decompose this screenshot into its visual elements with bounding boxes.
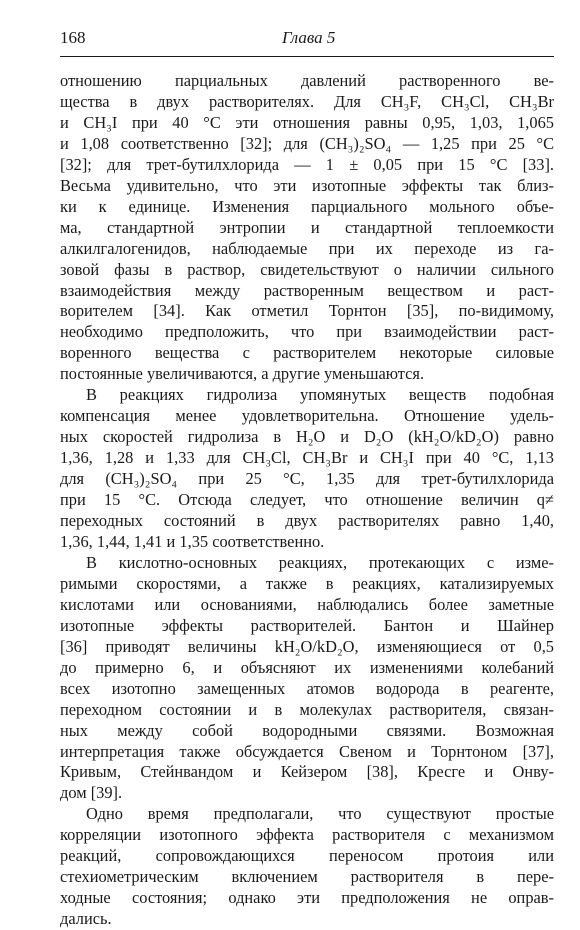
paragraph-4 <box>60 804 554 930</box>
text-line: постоянные увеличиваются, а другие уменьшаются. <box>60 364 425 384</box>
text-line: 1,36, 1,44, 1,41 и 1,35 соответственно. <box>60 531 325 551</box>
page-body <box>60 71 554 930</box>
text-line: Весьма удивительно, что эти изотопные эффекты так близ- <box>60 175 554 195</box>
text-line: необходимо предположить, что при взаимодействии раст- <box>60 322 554 342</box>
text-line: В кислотно-основных реакциях, протекающих с изме- <box>86 552 554 572</box>
text-line: Одно время предполагали, что существуют простые <box>86 804 554 824</box>
text-line: дались. <box>60 909 112 929</box>
text-line: при 15 °C. Отсюда следует, что отношение величин q≠ <box>60 490 554 510</box>
text-line: всех изотопно замещенных атомов водорода в реагенте, <box>60 678 554 698</box>
text-line: алкилгалогенидов, наблюдаемые при их переходе из га- <box>60 238 554 258</box>
text-line: переходных состояний в двух растворителях равно 1,40, <box>60 511 554 531</box>
text-line: дом [39]. <box>60 783 123 803</box>
text-line: для (CH₃)₂SO₄ при 25 °C, 1,35 для трет-бутилхлорида <box>60 469 554 489</box>
text-line: реакций, сопровождающихся переносом протоия или <box>60 846 554 866</box>
text-line: ных скоростей гидролиза в H₂O и D₂O (kH₂O/kD₂O) равно <box>60 427 554 447</box>
text-line: щества в двух растворителях. Для CH₃F, CH₃Cl, CH₃Br <box>60 91 554 111</box>
text-line: до примерно 6, и объясняют их изменениями колебаний <box>60 657 554 677</box>
book-page <box>60 28 554 930</box>
text-line: кислотами или основаниями, наблюдались более заметные <box>60 594 554 614</box>
text-line: изотопные эффекты растворителей. Бантон и Шайнер <box>60 615 554 635</box>
page-header <box>60 28 554 52</box>
text-line: воренного вещества с растворителем некоторые силовые <box>60 343 554 363</box>
text-line: интерпретация также обсуждается Свеном и Торнтоном [37], <box>60 741 554 761</box>
text-line: ходные состояния; однако эти предположения не оправ- <box>60 888 554 908</box>
text-line: и CH₃I при 40 °C эти отношения равны 0,95, 1,03, 1,065 <box>60 112 554 132</box>
paragraph-1 <box>60 71 554 385</box>
text-line: ки к единице. Изменения парциального мольного объе- <box>60 196 554 216</box>
text-line: ных между собой водородными связями. Возможная <box>60 720 554 740</box>
text-line: Кривым, Стейнвандом и Кейзером [38], Кресге и Онву- <box>60 762 554 782</box>
text-line: 1,36, 1,28 и 1,33 для CH₃Cl, CH₃Br и CH₃I при 40 °C, 1,13 <box>60 448 554 468</box>
text-line: стехиометрическим включением растворителя в пере- <box>60 867 554 887</box>
header-rule <box>60 56 554 57</box>
text-line: [32]; для трет-бутилхлорида — 1 ± 0,05 при 15 °C [33]. <box>60 154 554 174</box>
paragraph-2 <box>60 385 554 553</box>
text-line: зовой фазы в раствор, свидетельствуют о наличии сильного <box>60 259 554 279</box>
text-line: корреляции изотопного эффекта растворителя с механизмом <box>60 825 554 845</box>
page-number: 168 <box>60 28 86 47</box>
text-line: В реакциях гидролиза упомянутых веществ подобная <box>86 385 554 405</box>
running-head: Глава 5 <box>282 28 336 47</box>
text-line: ворителем [34]. Как отметил Торнтон [35], по-видимому, <box>60 301 554 321</box>
text-line: римыми скоростями, а также в реакциях, катализируемых <box>60 573 554 593</box>
text-line: отношению парциальных давлений растворенного ве- <box>60 71 554 90</box>
text-line: переходном состоянии и в молекулах растворителя, связан- <box>60 699 554 719</box>
text-line: и 1,08 соответственно [32]; для (CH₃)₂SO₄ — 1,25 при 25 °C <box>60 133 554 153</box>
text-line: взаимодействия между растворенным веществом и раст- <box>60 280 554 300</box>
text-line: ма, стандартной энтропии и стандартной теплоемкости <box>60 217 554 237</box>
text-line: компенсация менее удовлетворительна. Отношение удель- <box>60 406 554 426</box>
text-line: [36] приводят величины kH₂O/kD₂O, изменяющиеся от 0,5 <box>60 636 554 656</box>
paragraph-3 <box>60 553 554 804</box>
